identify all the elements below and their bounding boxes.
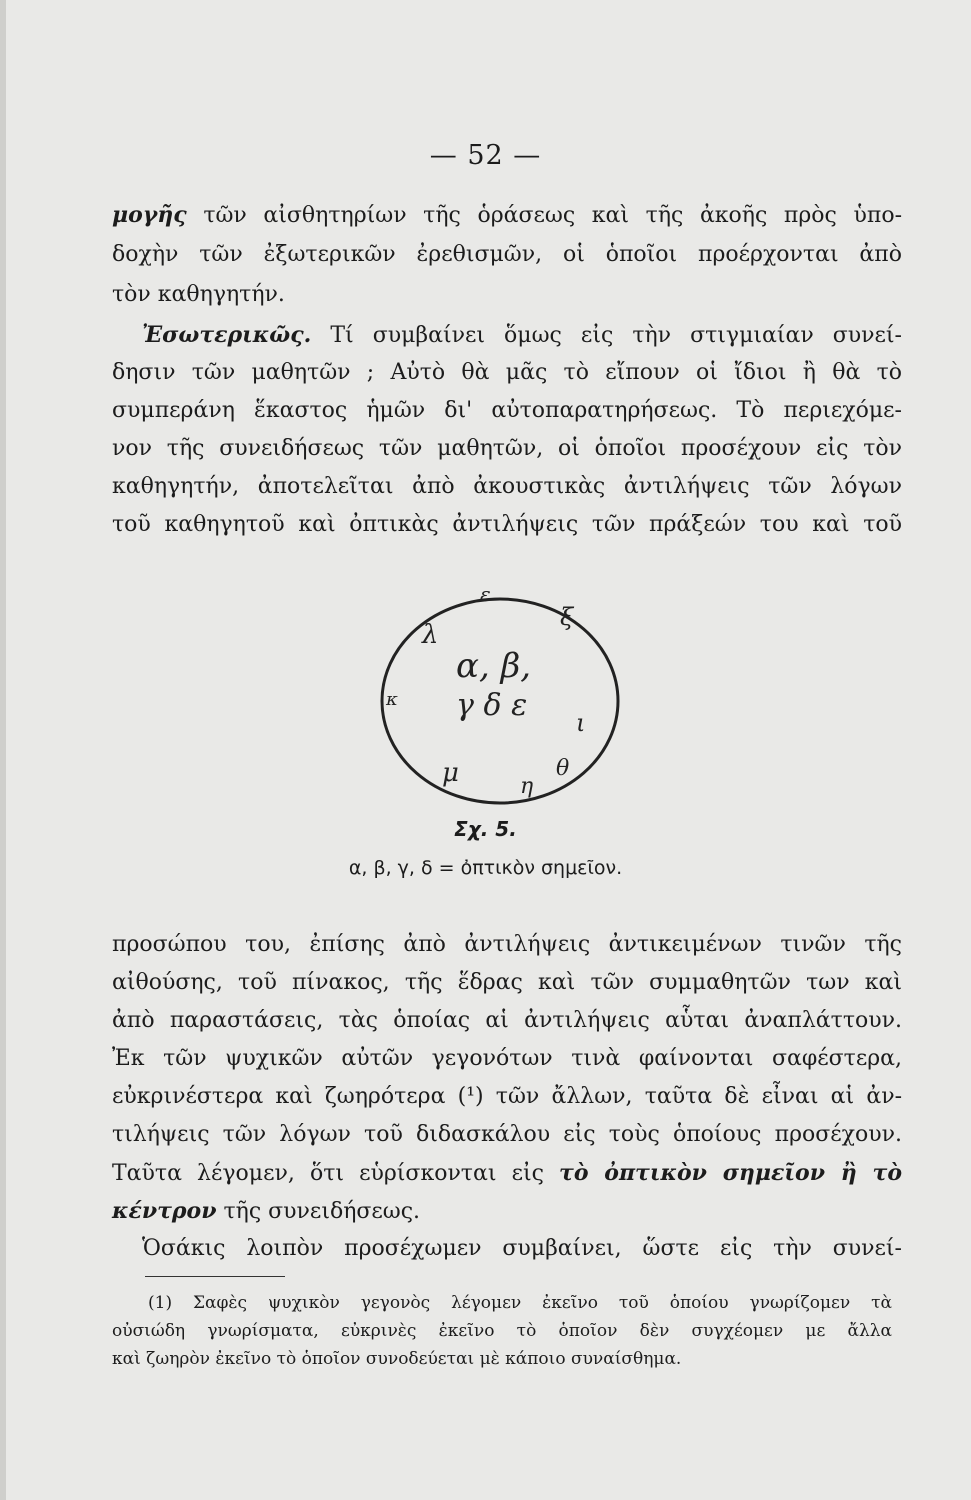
paragraph-3-line: ἀπὸ παραστάσεις, τὰς ὁποίας αἱ ἀντιλήψεις αὗται ἀναπλάττουν. xyxy=(112,1008,902,1033)
emphasis-text: τὸ ὀπτικὸν σημεῖον ἢ τὸ xyxy=(559,1160,903,1186)
page-number: — 52 — xyxy=(429,140,542,171)
paragraph-1-line: δοχὴν τῶν ἐξωτερικῶν ἐρεθισμῶν, οἱ ὁποῖοι προέρχονται ἀπὸ xyxy=(112,242,902,267)
rim-letter: ξ xyxy=(560,603,574,631)
footnote-line: οὐσιώδη γνωρίσματα, εὐκρινὲς ἐκεῖνο τὸ ὁποῖον δὲν συγχέομεν με ἄλλα xyxy=(112,1321,892,1341)
rim-letter: μ xyxy=(442,758,459,788)
circle-diagram xyxy=(370,585,630,815)
rim-letter: ι xyxy=(576,709,586,737)
paragraph-3-line xyxy=(112,1158,902,1189)
paragraph-3-line: Ἐκ τῶν ψυχικῶν αὐτῶν γεγονότων τινὰ φαίνονται σαφέστερα, xyxy=(112,1046,902,1071)
footnote-line: (1) Σαφὲς ψυχικὸν γεγονὸς λέγομεν ἐκεῖνο τοῦ ὁποίου γνωρίζομεν τὰ xyxy=(148,1293,892,1313)
section-heading-inline: Ἐσωτερικῶς. xyxy=(142,322,312,348)
emphasis-text: μογῆς xyxy=(112,202,187,228)
rim-letter: η xyxy=(520,774,534,799)
paragraph-2-line: δησιν τῶν μαθητῶν ; Αὐτὸ θὰ μᾶς τὸ εἴπουν οἱ ἴδιοι ἢ θὰ τὸ xyxy=(112,360,902,385)
paragraph-1-line xyxy=(112,200,902,231)
page-edge xyxy=(0,0,6,1500)
footnote-rule xyxy=(145,1276,285,1277)
paragraph-3-line: προσώπου του, ἐπίσης ἀπὸ ἀντιλήψεις ἀντικειμένων τινῶν τῆς xyxy=(112,932,902,957)
text-span: τῶν αἰσθητηρίων τῆς ὁράσεως καὶ τῆς ἀκοῆς πρὸς ὑπο- xyxy=(186,203,902,228)
figure-caption: Σχ. 5. xyxy=(454,817,517,841)
center-letters-bottom: γ δ ε xyxy=(456,688,528,723)
rim-letter: ε xyxy=(480,585,491,606)
paragraph-3-line: τιλήψεις τῶν λόγων τοῦ διδασκάλου εἰς τοὺς ὁποίους προσέχουν. xyxy=(112,1122,902,1147)
paragraph-4-line: Ὁσάκις λοιπὸν προσέχωμεν συμβαίνει, ὥστε εἰς τὴν συνεί- xyxy=(142,1236,902,1261)
center-letters-top: α, β, xyxy=(456,646,532,686)
figure-consciousness-circle xyxy=(370,585,630,815)
paragraph-2-line: τοῦ καθηγητοῦ καὶ ὀπτικὰς ἀντιλήψεις τῶν πράξεών του καὶ τοῦ xyxy=(112,512,902,537)
footnote-line: καὶ ζωηρὸν ἐκεῖνο τὸ ὁποῖον συνοδεύεται μὲ κάποιο συναίσθημα. xyxy=(112,1349,682,1369)
emphasis-text: κέντρον xyxy=(112,1198,217,1224)
text-span: τῆς συνειδήσεως. xyxy=(216,1199,421,1224)
paragraph-2-line: νον τῆς συνειδήσεως τῶν μαθητῶν, οἱ ὁποῖοι προσέχουν εἰς τὸν xyxy=(112,436,902,461)
rim-letter: κ xyxy=(386,689,398,710)
figure-legend: α, β, γ, δ = ὀπτικὸν σημεῖον. xyxy=(348,857,623,879)
text-span: Τί συμβαίνει ὅμως εἰς τὴν στιγμιαίαν συνεί- xyxy=(311,323,902,348)
paragraph-3-line: αἰθούσης, τοῦ πίνακος, τῆς ἕδρας καὶ τῶν συμμαθητῶν των καὶ xyxy=(112,970,902,995)
text-span: Ταῦτα λέγομεν, ὅτι εὑρίσκονται εἰς xyxy=(112,1161,560,1186)
paragraph-3-line xyxy=(112,1196,902,1227)
paragraph-2-line: συμπεράνη ἕκαστος ἡμῶν δι' αὐτοπαρατηρήσεως. Τὸ περιεχόμε- xyxy=(112,398,902,423)
rim-letter: θ xyxy=(556,756,570,781)
paragraph-1-line: τὸν καθηγητήν. xyxy=(112,282,285,307)
paragraph-3-line: εὐκρινέστερα καὶ ζωηρότερα (¹) τῶν ἄλλων, ταῦτα δὲ εἶναι αἱ ἀν- xyxy=(112,1084,902,1109)
rim-letter: λ xyxy=(422,620,439,650)
paragraph-2-line: καθηγητήν, ἀποτελεῖται ἀπὸ ἀκουστικὰς ἀντιλήψεις τῶν λόγων xyxy=(112,474,902,499)
paragraph-2-line xyxy=(142,320,902,351)
